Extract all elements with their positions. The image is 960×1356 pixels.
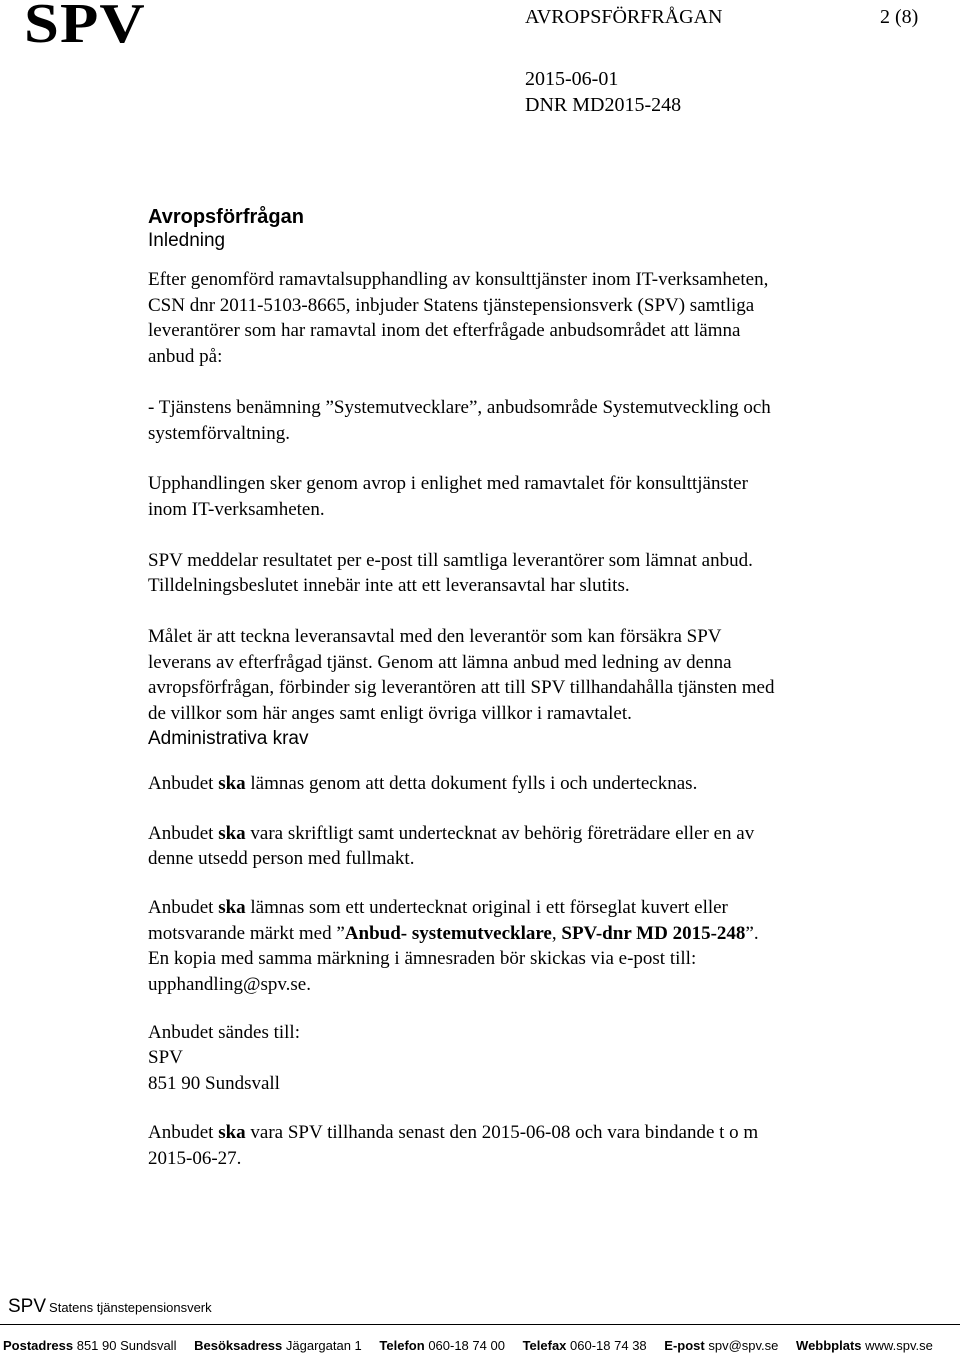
req-text: lämnas som ett undertecknat original i ett förseglat kuvert eller [245,896,728,918]
req-text: Anbudet [148,1121,219,1143]
procurement-line: inom IT-verksamheten. [148,498,325,520]
goal-line: leverans av efterfrågad tjänst. Genom att lämna anbud med ledning av denna [148,651,732,673]
goal-paragraph [148,624,908,727]
footer-visit-value: Jägargatan 1 [285,1338,362,1353]
intro-line: anbud på: [148,346,223,368]
footer-phone-value: 060-18 74 00 [428,1338,505,1353]
marking-dnr: SPV-dnr MD 2015-248 [561,922,746,944]
document-type-header: AVROPSFÖRFRÅGAN [525,6,723,28]
req-text: ”. [745,922,759,944]
req-text: Anbudet [148,772,219,794]
send-to-paragraph [148,1020,908,1097]
goal-line: de villkor som här anges samt enligt övriga villkor i ramavtalet. [148,703,632,725]
footer-web [796,1338,933,1353]
footer-fax-label: Telefax [522,1338,567,1353]
document-date: 2015-06-01 [525,68,619,90]
intro-line: Efter genomförd ramavtalsupphandling av konsulttjänster inom IT-verksamheten, [148,269,769,290]
requirement-paragraph [148,771,908,797]
footer-organization [8,1296,212,1318]
req-text: vara skriftligt samt undertecknat av behörig företrädare eller en av [245,822,755,844]
footer-phone [379,1338,505,1353]
requirement-paragraph [148,895,908,998]
service-paragraph [148,395,908,446]
result-paragraph [148,548,908,599]
result-line: Tilldelningsbeslutet innebär inte att ett leveransavtal har slutits. [148,575,630,597]
footer-phone-label: Telefon [379,1338,425,1353]
footer-postal-value: 851 90 Sundsvall [76,1338,177,1353]
must-word: ska [218,896,246,918]
footer-visit [194,1338,362,1353]
req-text: Anbudet [148,822,219,844]
footer-divider [0,1324,960,1325]
req-text: motsvarande märkt med ” [148,922,345,944]
req-text: lämnas genom att detta dokument fylls i och undertecknas. [245,772,698,794]
send-to-label: Anbudet sändes till: [148,1021,300,1043]
intro-line: CSN dnr 2011-5103-8665, inbjuder Statens tjänstepensionsverk (SPV) samtliga [148,294,755,316]
document-body [148,205,908,1171]
requirement-paragraph [148,821,908,872]
req-text: En kopia med samma märkning i ämnesraden bör skickas via e-post till: [148,948,697,970]
footer-postal-label: Postadress [3,1338,74,1353]
marking-line [148,921,908,947]
footer-fax [523,1338,647,1353]
deadline-date: 2015-06-27. [148,1147,242,1169]
spv-logo: SPV [24,0,146,55]
footer-contact-info [3,1338,933,1354]
footer-postal [3,1338,176,1353]
must-word: ska [218,1121,246,1143]
footer-fax-value: 060-18 74 38 [570,1338,647,1353]
send-to-name: SPV [148,1047,183,1069]
req-text: Anbudet [148,896,219,918]
must-word: ska [218,822,246,844]
must-word: ska [218,772,246,794]
procurement-line: Upphandlingen sker genom avrop i enlighet med ramavtalet för konsulttjänster [148,473,748,495]
intro-heading: Inledning [148,230,226,251]
footer-web-value: www.spv.se [865,1338,933,1353]
req-text: , [551,922,562,944]
footer-org-name: Statens tjänstepensionsverk [49,1300,212,1315]
req-text: vara SPV tillhanda senast den 2015-06-08 och vara bindande t o m [245,1121,759,1143]
marking-text: Anbud- systemutvecklare [344,922,552,944]
footer-web-label: Webbplats [796,1338,862,1353]
intro-line: leverantörer som har ramavtal inom det efterfrågade anbudsområdet att lämna [148,320,741,342]
footer-email-value: spv@spv.se [708,1338,779,1353]
procurement-paragraph [148,471,908,522]
email-address: upphandling@spv.se. [148,974,311,996]
deadline-paragraph [148,1120,908,1171]
goal-line: Målet är att teckna leveransavtal med den leverantör som kan försäkra SPV [148,626,722,648]
goal-line: avropsförfrågan, förbinder sig leverantören att till SPV tillhandahålla tjänsten med [148,677,775,699]
page-number: 2 (8) [880,6,919,28]
send-to-city: 851 90 Sundsvall [148,1073,280,1095]
result-line: SPV meddelar resultatet per e-post till samtliga leverantörer som lämnat anbud. [148,549,753,571]
footer-email [664,1338,778,1353]
footer-email-label: E-post [664,1338,705,1353]
document-dnr: DNR MD2015-248 [525,94,682,116]
intro-paragraph [148,267,908,370]
service-line: - Tjänstens benämning ”Systemutvecklare”, anbudsområde Systemutveckling och [148,396,771,418]
page-title: Avropsförfrågan [148,206,304,228]
admin-heading: Administrativa krav [148,727,309,749]
footer-visit-label: Besöksadress [194,1338,283,1353]
req-text: denne utsedd person med fullmakt. [148,848,415,870]
service-line: systemförvaltning. [148,422,290,444]
footer-org-abbr: SPV [8,1296,47,1317]
